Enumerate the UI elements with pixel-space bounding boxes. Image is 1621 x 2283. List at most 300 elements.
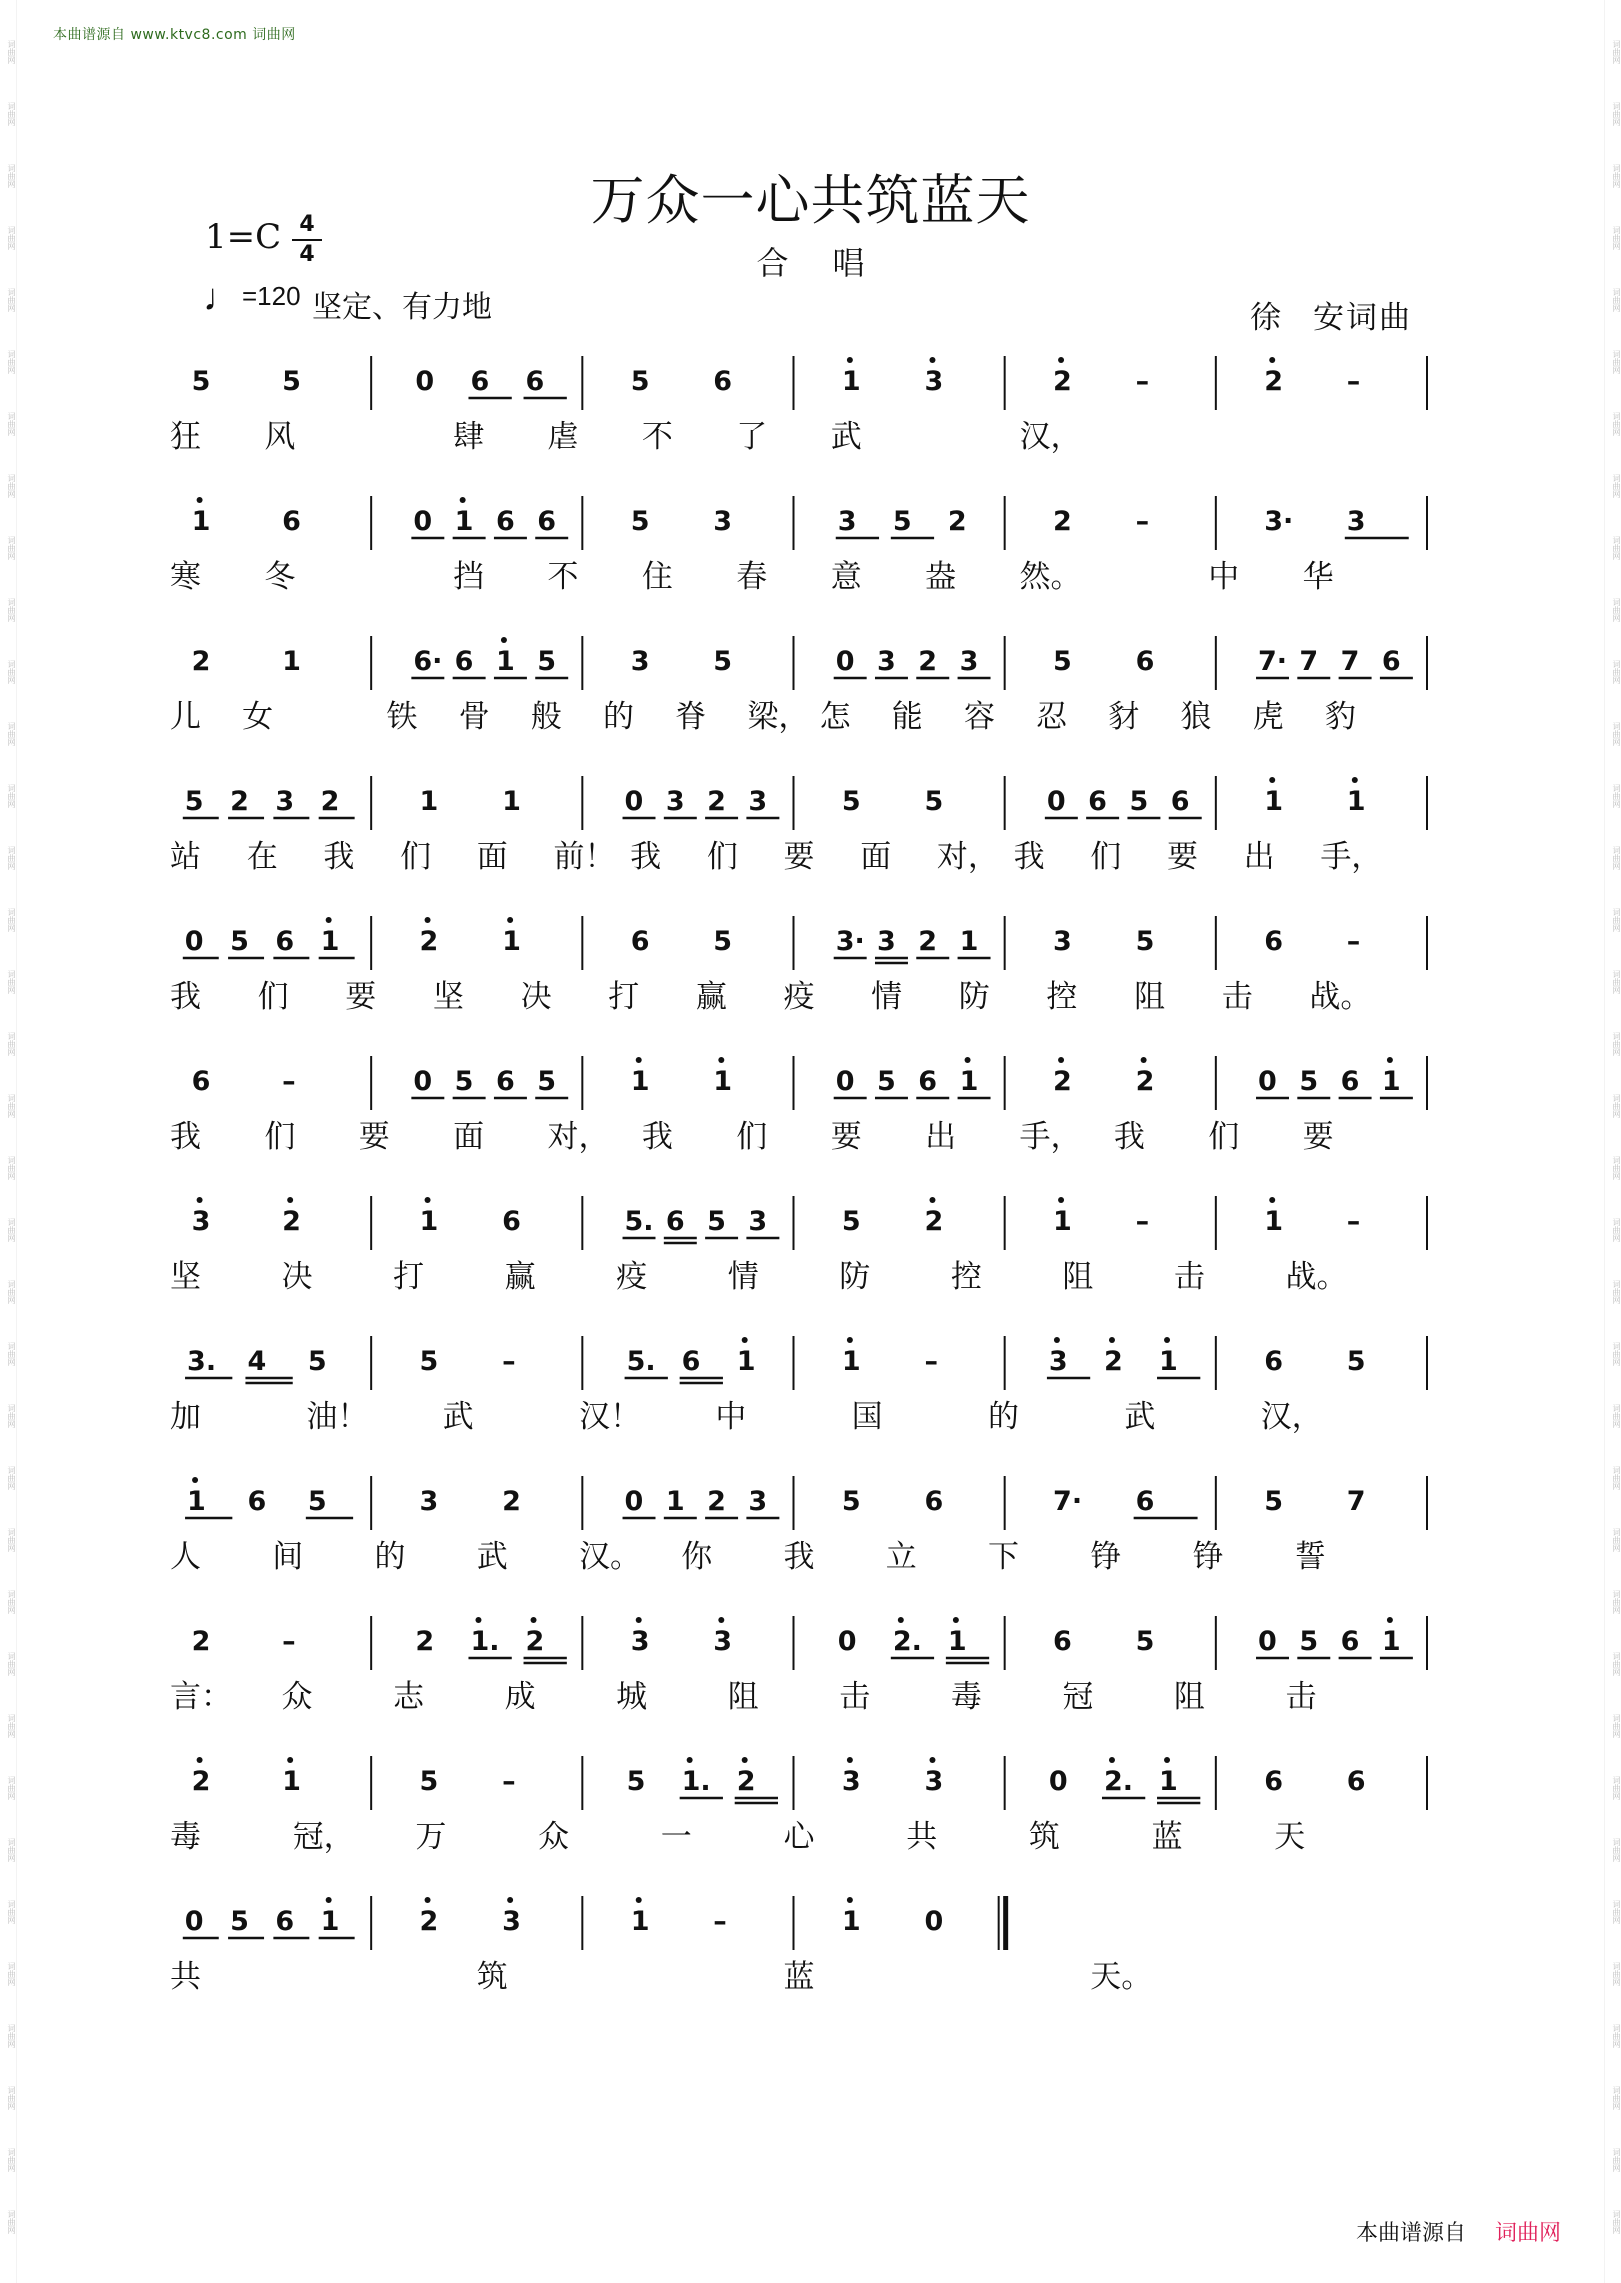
octave-up-dot (425, 1197, 431, 1203)
note: 5 (626, 1766, 646, 1797)
lyric: 间 (272, 1539, 304, 1575)
note: 1 (959, 1066, 979, 1097)
lyric: 志 (393, 1679, 425, 1715)
note: 6 (1264, 1766, 1284, 1797)
dash-note: – (924, 1346, 938, 1377)
lyric: 要 (345, 979, 377, 1015)
lyric: 前！ (553, 839, 616, 875)
note: 1. (681, 1766, 711, 1797)
note: 5 (537, 646, 557, 677)
note: 6 (918, 1066, 938, 1097)
note: 5 (419, 1346, 439, 1377)
lyric: 战。 (1285, 1259, 1348, 1295)
lyric: 赢 (504, 1259, 536, 1295)
octave-up-dot (929, 357, 935, 363)
lyric: 加 (170, 1399, 201, 1435)
octave-up-dot (475, 1617, 481, 1623)
lyric: 坚 (170, 1259, 201, 1295)
lyric: 筑 (476, 1959, 508, 1995)
dash-note: – (1346, 366, 1361, 397)
lyric: 冬 (264, 559, 296, 595)
lyric: 面 (860, 839, 892, 875)
lyric: 不 (641, 419, 673, 455)
note: 0 (184, 926, 204, 957)
note: 5 (713, 926, 733, 957)
lyric: 阻 (1173, 1679, 1205, 1715)
note: 2 (1053, 506, 1072, 537)
note: 5 (1135, 926, 1155, 957)
lyric: 们 (736, 1119, 768, 1155)
lyric: 风 (264, 419, 296, 455)
note: 6 (495, 1066, 515, 1097)
note: 2 (419, 926, 439, 957)
note: 1 (1381, 1626, 1401, 1657)
note: 3 (748, 1486, 768, 1517)
octave-up-dot (425, 917, 431, 923)
note: 3· (835, 926, 865, 957)
lyric: 寒 (170, 559, 201, 595)
watermark-mark: 词曲网 (1612, 350, 1621, 374)
note: 6 (495, 506, 515, 537)
note: 6 (454, 646, 474, 677)
watermark-mark: 词曲网 (7, 1714, 16, 1738)
lyric: 我 (170, 1119, 201, 1155)
note: 2 (525, 1626, 545, 1657)
note: 3 (1048, 1346, 1068, 1377)
watermark-mark: 词曲网 (7, 40, 16, 64)
watermark-mark: 词曲网 (1612, 1652, 1621, 1676)
note: 2 (736, 1766, 756, 1797)
note: 5 (841, 1486, 861, 1517)
note: 5 (282, 366, 301, 397)
octave-up-dot (1058, 1197, 1064, 1203)
note: 6 (713, 366, 733, 397)
lyric: 击 (1285, 1679, 1317, 1715)
note: 0 (924, 1906, 944, 1937)
lyric: 出 (925, 1119, 957, 1155)
dash-note: – (1346, 1206, 1361, 1237)
note: 1 (959, 926, 979, 957)
watermark-mark: 词曲网 (1612, 1590, 1621, 1614)
watermark-mark: 词曲网 (7, 2148, 16, 2172)
note: 1 (282, 646, 301, 677)
note: 6 (1264, 1346, 1284, 1377)
note: 3 (837, 506, 857, 537)
watermark-mark: 词曲网 (1612, 2086, 1621, 2110)
lyric: 们 (257, 979, 289, 1015)
watermark-mark: 词曲网 (1612, 1776, 1621, 1800)
note: 5 (841, 1206, 861, 1237)
note: 1 (495, 646, 515, 677)
lyric: 般 (530, 699, 562, 735)
note: 0 (624, 1486, 644, 1517)
note: 5 (307, 1486, 327, 1517)
lyric: 儿 (170, 699, 201, 735)
note: 1 (1159, 1346, 1178, 1377)
note: 3 (748, 786, 768, 817)
lyric: 对， (547, 1119, 610, 1155)
lyric: 们 (1208, 1119, 1240, 1155)
note: 2 (191, 1766, 211, 1797)
octave-up-dot (531, 1617, 537, 1623)
octave-up-dot (847, 1337, 853, 1343)
note: 0 (1048, 1766, 1068, 1797)
octave-up-dot (1164, 1757, 1170, 1763)
note: 2. (892, 1626, 922, 1657)
lyric: 打 (608, 979, 640, 1015)
watermark-mark: 词曲网 (7, 2086, 16, 2110)
lyric: 众 (538, 1819, 570, 1855)
lyric: 我 (641, 1119, 673, 1155)
note: 6 (630, 926, 650, 957)
lyric: 你 (681, 1539, 713, 1575)
lyric: 铁 (386, 699, 418, 735)
quarter-note-icon: ♩ (203, 277, 241, 319)
note: 5. (626, 1346, 656, 1377)
note: 6 (502, 1206, 521, 1237)
octave-up-dot (929, 1757, 935, 1763)
note: 3 (191, 1206, 211, 1237)
lyric: 要 (1166, 839, 1198, 875)
watermark-mark: 词曲网 (1612, 598, 1621, 622)
note: 1 (1159, 1766, 1178, 1797)
lyric: 要 (783, 839, 815, 875)
octave-up-dot (636, 1897, 642, 1903)
watermark-mark: 词曲网 (1612, 1466, 1621, 1490)
note: 5 (1299, 1066, 1319, 1097)
note: 6 (247, 1486, 267, 1517)
lyric: 我 (323, 839, 355, 875)
lyric: 击 (1173, 1259, 1205, 1295)
note: 2 (419, 1906, 439, 1937)
octave-up-dot (965, 1057, 971, 1063)
lyric: 筑 (1028, 1819, 1060, 1855)
note: 3 (713, 1626, 733, 1657)
note: 1 (320, 1906, 340, 1937)
lyric: 阻 (727, 1679, 759, 1715)
note: 5 (841, 786, 861, 817)
octave-up-dot (1109, 1757, 1115, 1763)
lyric: 天 (1274, 1819, 1306, 1855)
note: 5 (630, 506, 650, 537)
note: 3 (630, 1626, 650, 1657)
lyric: 控 (1046, 979, 1078, 1015)
lyric: 不 (547, 559, 579, 595)
note: 7· (1053, 1486, 1083, 1517)
watermark-mark: 词曲网 (1612, 722, 1621, 746)
note: 6 (1170, 786, 1190, 817)
composer-role: 词曲 (1346, 300, 1412, 336)
watermark-mark: 词曲网 (1612, 1032, 1621, 1056)
lyric: 蓝 (1151, 1819, 1183, 1855)
lyric: 忍 (1036, 699, 1068, 735)
octave-up-dot (1164, 1337, 1170, 1343)
octave-up-dot (197, 1197, 203, 1203)
lyric: 我 (1113, 1119, 1145, 1155)
octave-up-dot (636, 1617, 642, 1623)
lyric: 虎 (1252, 699, 1284, 735)
lyric: 意 (830, 559, 862, 595)
lyric: 春 (736, 559, 768, 595)
watermark-mark: 词曲网 (7, 1466, 16, 1490)
note: 5 (230, 926, 249, 957)
note: 6· (413, 646, 443, 677)
lyric: 冠 (1062, 1679, 1094, 1715)
dash-note: – (502, 1346, 516, 1377)
note: 4 (247, 1346, 267, 1377)
note: 0 (413, 506, 433, 537)
lyric: 立 (885, 1539, 917, 1575)
watermark-mark: 词曲网 (7, 102, 16, 126)
lyric: 汉， (1260, 1399, 1323, 1435)
octave-up-dot (1058, 1057, 1064, 1063)
note: 5 (630, 366, 650, 397)
watermark-mark: 词曲网 (7, 1218, 16, 1242)
note: 2 (191, 1626, 211, 1657)
watermark-mark: 词曲网 (7, 1032, 16, 1056)
note: 3 (876, 926, 896, 957)
octave-up-dot (287, 1757, 293, 1763)
note: 3 (665, 786, 685, 817)
note: 5 (454, 1066, 474, 1097)
note: 0 (835, 646, 855, 677)
watermark-mark: 词曲网 (7, 288, 16, 312)
lyric: 我 (783, 1539, 815, 1575)
note: 6 (1135, 1486, 1155, 1517)
note: 6 (1088, 786, 1107, 817)
note: 5 (230, 1906, 249, 1937)
note: 3 (419, 1486, 439, 1517)
octave-up-dot (507, 1897, 513, 1903)
note: 2 (1103, 1346, 1123, 1377)
note: 6 (282, 506, 301, 537)
note: 5 (1135, 1626, 1155, 1657)
watermark-mark: 词曲网 (1612, 288, 1621, 312)
lyric: 手， (1019, 1119, 1082, 1155)
octave-up-dot (742, 1757, 748, 1763)
watermark-mark: 词曲网 (1612, 102, 1621, 126)
lyric: 毒 (950, 1679, 982, 1715)
watermark-mark: 词曲网 (7, 784, 16, 808)
note: 6 (191, 1066, 211, 1097)
lyric: 华 (1302, 559, 1334, 595)
octave-up-dot (636, 1057, 642, 1063)
octave-up-dot (847, 1897, 853, 1903)
watermark-mark: 词曲网 (1612, 1528, 1621, 1552)
lyric: 虐 (547, 419, 579, 455)
watermark-mark: 词曲网 (7, 412, 16, 436)
note: 1 (187, 1486, 206, 1517)
lyric: 油！ (306, 1399, 369, 1435)
note: 1 (736, 1346, 756, 1377)
lyric: 万 (415, 1819, 447, 1855)
note: 3 (924, 366, 944, 397)
lyric: 面 (476, 839, 508, 875)
note: 1 (502, 926, 521, 957)
note: 5 (537, 1066, 557, 1097)
octave-up-dot (1269, 777, 1275, 783)
lyric: 女 (242, 699, 274, 735)
watermark-mark: 词曲网 (7, 846, 16, 870)
note: 2. (1103, 1766, 1134, 1797)
lyric: 们 (706, 839, 738, 875)
note: 6 (275, 926, 295, 957)
lyric: 疫 (783, 979, 815, 1015)
note: 6 (1340, 1626, 1360, 1657)
note: 1 (841, 1906, 861, 1937)
lyric: 中 (715, 1399, 747, 1435)
note: 2 (415, 1626, 435, 1657)
note: 3 (748, 1206, 768, 1237)
lyric: 赢 (695, 979, 727, 1015)
note: 2 (707, 1486, 726, 1517)
note: 1 (454, 506, 474, 537)
lyric: 打 (393, 1259, 425, 1295)
lyric: 击 (1221, 979, 1253, 1015)
lyric: 面 (453, 1119, 485, 1155)
lyric: 狼 (1180, 699, 1212, 735)
note: 7 (1346, 1486, 1366, 1517)
note: 1 (841, 366, 861, 397)
watermark-mark: 词曲网 (7, 970, 16, 994)
note: 5 (419, 1766, 439, 1797)
lyric: 防 (958, 979, 990, 1015)
octave-up-dot (1269, 357, 1275, 363)
footer-site: 词曲网 (1495, 2221, 1562, 2246)
note: 2 (918, 926, 938, 957)
note: 1 (630, 1906, 650, 1937)
lyric: 坚 (432, 979, 464, 1015)
note: 3 (1346, 506, 1366, 537)
watermark-mark: 词曲网 (1612, 1342, 1621, 1366)
note: 5 (876, 1066, 896, 1097)
octave-up-dot (687, 1757, 693, 1763)
dash-note: – (1135, 366, 1150, 397)
lyric: 铮 (1192, 1539, 1224, 1575)
note: 0 (837, 1626, 857, 1657)
note: 5 (1299, 1626, 1319, 1657)
note: 2 (1135, 1066, 1155, 1097)
lyric: 怎 (819, 699, 851, 735)
note: 0 (415, 366, 435, 397)
dash-note: – (282, 1066, 296, 1097)
watermark-mark: 词曲网 (7, 1280, 16, 1304)
lyric: 出 (1243, 839, 1275, 875)
lyric: 能 (891, 699, 923, 735)
note: 1 (1053, 1206, 1072, 1237)
lyric: 言： (170, 1679, 232, 1715)
octave-up-dot (197, 497, 203, 503)
note: 6 (525, 366, 545, 397)
note: 6 (1264, 926, 1284, 957)
watermark-mark: 词曲网 (1612, 474, 1621, 498)
watermark-mark: 词曲网 (1612, 226, 1621, 250)
watermark-mark: 词曲网 (7, 536, 16, 560)
lyric: 城 (616, 1679, 648, 1715)
song-title: 万众一心共筑蓝天 (590, 169, 1031, 232)
watermark-mark: 词曲网 (7, 1838, 16, 1862)
lyric: 武 (1124, 1399, 1156, 1435)
note: 2 (1053, 366, 1072, 397)
key-signature: 1=C (205, 217, 282, 257)
watermark-mark: 词曲网 (1612, 1714, 1621, 1738)
watermark-mark: 词曲网 (7, 350, 16, 374)
lyric: 下 (988, 1539, 1019, 1575)
lyric: 们 (1090, 839, 1122, 875)
lyric: 铮 (1090, 1539, 1122, 1575)
lyric: 要 (830, 1119, 862, 1155)
song-subtitle: 合唱 (756, 244, 909, 282)
note: 2 (1264, 366, 1284, 397)
octave-up-dot (718, 1617, 724, 1623)
lyric: 容 (963, 699, 995, 735)
dash-note: – (1135, 1206, 1150, 1237)
lyric: 情 (727, 1259, 759, 1295)
octave-up-dot (287, 1197, 293, 1203)
lyric: 盎 (925, 559, 957, 595)
lyric: 阻 (1134, 979, 1166, 1015)
note: 3 (630, 646, 650, 677)
lyric: 击 (839, 1679, 871, 1715)
lyric: 我 (170, 979, 201, 1015)
octave-up-dot (1387, 1617, 1393, 1623)
note: 1 (282, 1766, 301, 1797)
note: 0 (1046, 786, 1066, 817)
note: 3 (275, 786, 295, 817)
watermark-mark: 词曲网 (7, 1900, 16, 1924)
lyric: 们 (400, 839, 432, 875)
note: 3· (1264, 506, 1294, 537)
composer-name-2: 安 (1313, 300, 1346, 336)
octave-up-dot (197, 1757, 203, 1763)
note: 2 (924, 1206, 944, 1237)
lyric: 情 (871, 979, 903, 1015)
note: 3 (841, 1766, 861, 1797)
lyric: 武 (830, 419, 862, 455)
watermark-mark: 词曲网 (1612, 1962, 1621, 1986)
note: 1 (419, 786, 439, 817)
watermark-mark: 词曲网 (1612, 164, 1621, 188)
lyric: 的 (988, 1399, 1019, 1435)
lyric: 一 (660, 1819, 692, 1855)
note: 2 (282, 1206, 301, 1237)
lyric: 站 (170, 839, 201, 875)
lyric: 誓 (1294, 1539, 1326, 1575)
lyric: 武 (476, 1539, 508, 1575)
watermark-mark: 词曲网 (1612, 412, 1621, 436)
octave-up-dot (1054, 1337, 1060, 1343)
watermark-mark: 词曲网 (1612, 1404, 1621, 1428)
octave-up-dot (847, 1757, 853, 1763)
lyric: 汉！ (579, 1399, 641, 1435)
note: 2 (191, 646, 211, 677)
note: 6 (537, 506, 557, 537)
note: 0 (624, 786, 644, 817)
lyric: 毒 (170, 1819, 201, 1855)
lyric: 豹 (1324, 699, 1356, 735)
note: 5 (892, 506, 912, 537)
note: 3 (713, 506, 733, 537)
lyric: 冠， (292, 1819, 355, 1855)
lyric: 的 (603, 699, 635, 735)
dash-note: – (502, 1766, 516, 1797)
note: 1 (665, 1486, 685, 1517)
note: 0 (835, 1066, 855, 1097)
octave-up-dot (192, 1477, 198, 1483)
octave-up-dot (953, 1617, 959, 1623)
note: 1 (191, 506, 211, 537)
lyric: 蓝 (783, 1959, 815, 1995)
